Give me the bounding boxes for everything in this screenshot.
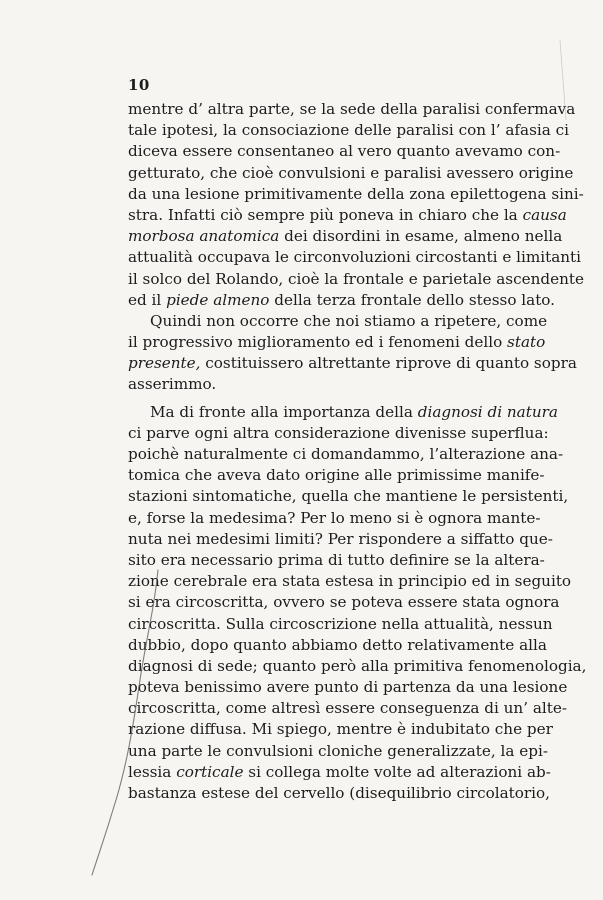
text-line: poichè naturalmente ci domandammo, l’alterazione ana- — [128, 445, 564, 463]
text-line: diagnosi di sede; quanto però alla primitiva fenomenologia, — [128, 656, 587, 675]
text-line: bastanza estese del cervello (disequilibrio circolatorio, — [128, 784, 550, 802]
text-line: stazioni sintomatiche, quella che mantiene le persistenti, — [128, 487, 569, 506]
text-line: sito era necessario prima di tutto definire se la altera- — [128, 550, 545, 569]
text-line: zione cerebrale era stata estesa in principio ed in seguito — [128, 572, 572, 591]
text-line: asserimmo. — [128, 375, 217, 394]
text-line: lessia corticale si collega molte volte ad alterazioni ab- — [128, 762, 551, 781]
text-line: Quindi non occorre che noi stiamo a ripetere, come — [150, 311, 548, 330]
text-line: e, forse la medesima? Per lo meno si è ognora mante- — [128, 508, 541, 527]
text-line: presente, costituissero altrettante riprove di quanto sopra — [128, 354, 577, 373]
text-line: poteva benissimo avere punto di partenza da una lesione — [128, 678, 568, 697]
text-line: razione diffusa. Mi spiego, mentre è indubitato che per — [128, 720, 553, 739]
text-line: il solco del Rolando, cioè la frontale e parietale ascendente — [128, 269, 584, 288]
text-line: circoscritta. Sulla circoscrizione nella attualità, nessun — [128, 614, 553, 633]
text-line: ed il piede almeno della terza frontale dello stesso lato. — [128, 290, 556, 309]
text-line: si era circoscritta, ovvero se poteva essere stata ognora — [128, 593, 560, 612]
page-number: 10 — [128, 76, 150, 94]
text-line: stra. Infatti ciò sempre più poneva in chiaro che la causa — [128, 205, 567, 224]
text-line: tomica che aveva dato origine alle primissime manife- — [128, 466, 545, 485]
text-line: dubbio, dopo quanto abbiamo detto relativamente alla — [128, 635, 547, 654]
text-line: nuta nei medesimi limiti? Per rispondere a siffatto que- — [128, 529, 553, 548]
text-line: attualità occupava le circonvoluzioni circostanti e limitanti — [128, 248, 582, 267]
text-line: Ma di fronte alla importanza della diagnosi di natura — [150, 402, 558, 421]
text-line: morbosa anatomica dei disordini in esame, almeno nella — [128, 227, 563, 246]
body-text — [128, 99, 587, 804]
text-line: ci parve ogni altra considerazione divenisse superflua: — [128, 423, 549, 442]
text-line: getturato, che cioè convulsioni e paralisi avessero origine — [128, 163, 574, 182]
text-line: il progressivo miglioramento ed i fenomeni dello stato — [128, 333, 546, 352]
text-line: una parte le convulsioni cloniche generalizzate, la epi- — [128, 741, 548, 760]
text-line: diceva essere consentaneo al vero quanto avevamo con- — [128, 142, 561, 161]
text-line: tale ipotesi, la consociazione delle paralisi con l’ afasia ci — [128, 121, 570, 140]
text-line: mentre d’ altra parte, se la sede della paralisi confermava — [128, 100, 576, 118]
text-line: da una lesione primitivamente della zona epilettogena sini- — [128, 184, 584, 203]
text-line: circoscritta, come altresì essere conseguenza di un’ alte- — [128, 699, 567, 718]
